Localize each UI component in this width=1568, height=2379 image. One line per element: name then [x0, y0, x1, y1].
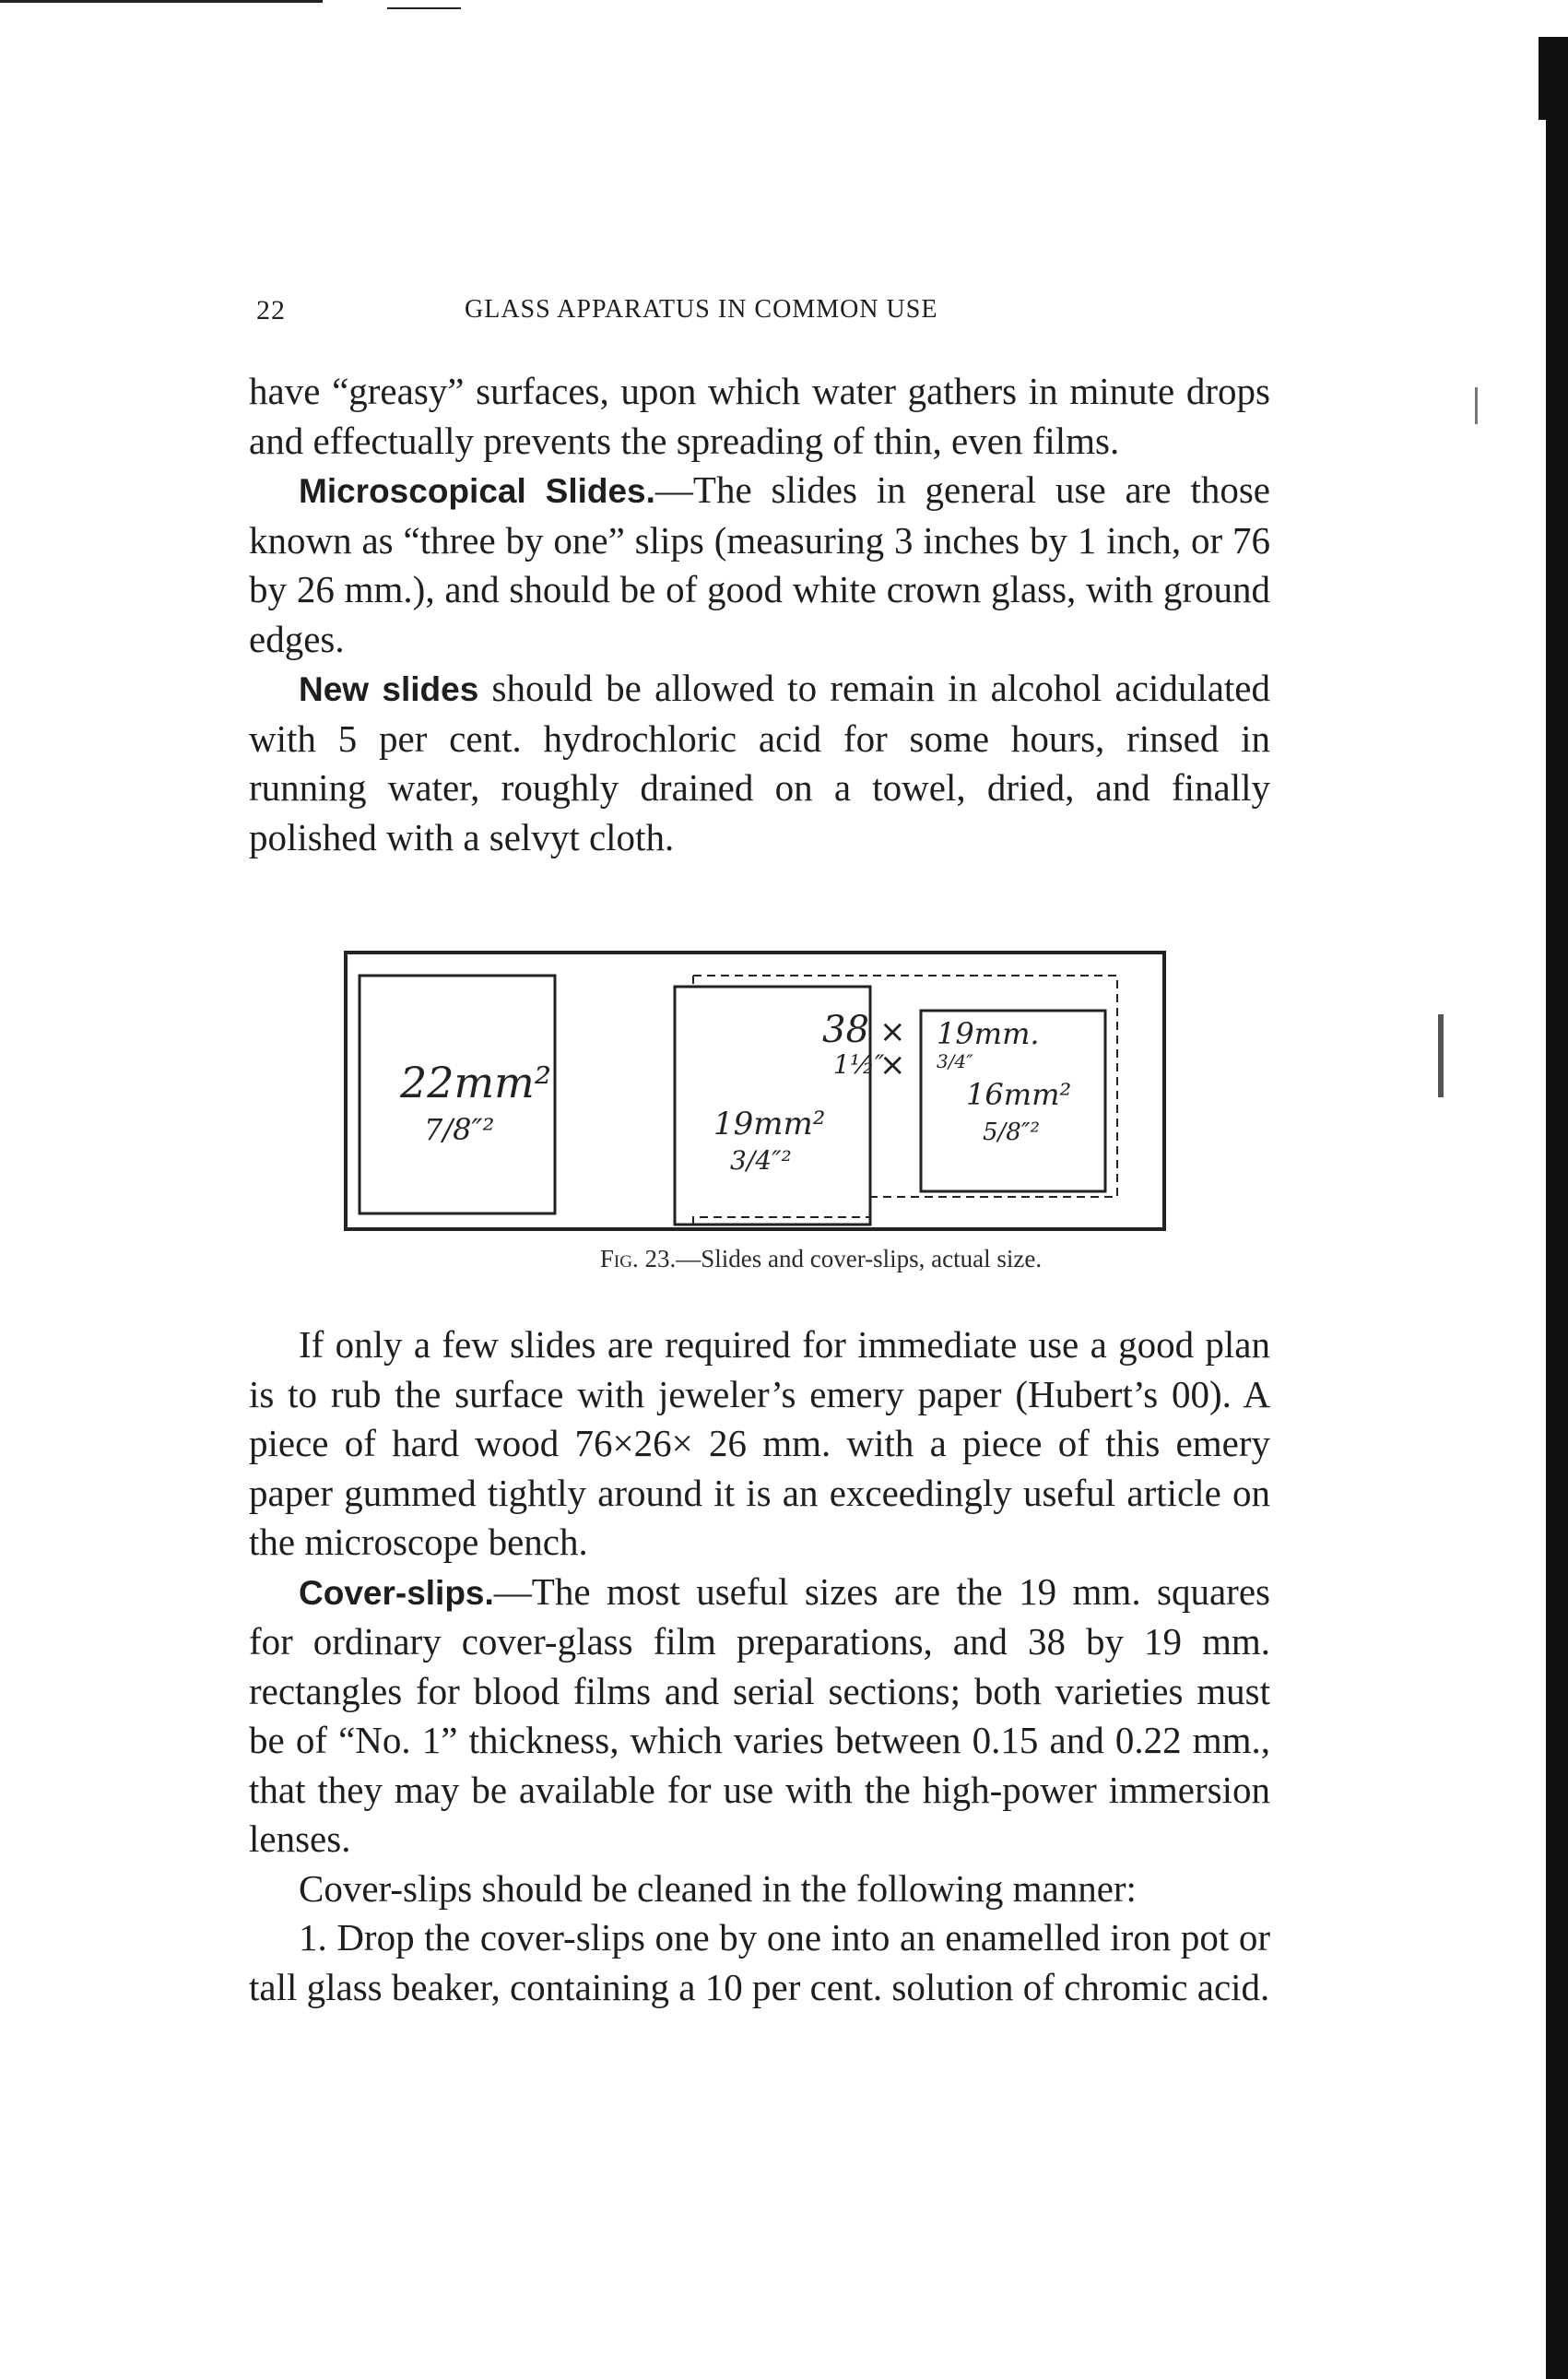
page-edge-shadow-top	[1539, 37, 1568, 120]
label-3-4in-side: 3/4″	[937, 1050, 973, 1072]
section-heading: Microscopical Slides.	[299, 472, 655, 510]
section-heading: New slides	[299, 670, 479, 708]
caption-text: —Slides and cover-slips, actual size.	[676, 1245, 1043, 1272]
label-3-4in: 3/4″²	[730, 1145, 792, 1176]
edge-speck	[1475, 387, 1478, 424]
paragraph-cover-slips	[249, 1568, 1270, 1864]
times-sign: ×	[879, 1047, 906, 1083]
running-head	[256, 295, 1086, 332]
paragraph-microscopical-slides	[249, 466, 1270, 664]
figure-caption	[0, 1245, 1568, 1273]
label-5-8in: 5/8″²	[983, 1118, 1040, 1146]
caption-lead: Fig. 23.	[599, 1245, 677, 1272]
page-number: 22	[256, 295, 286, 325]
top-rule-short	[387, 7, 461, 9]
paragraph-emery: If only a few slides are required for immediate use a good plan is to rub the surface with jeweler’s emery paper (Hubert’s 00). A piece of hard wood 76×26× 26 mm. with a piece of this emery paper gummed tightly around it is an exceedingly useful article on the microscope bench.	[249, 1323, 1270, 1563]
edge-speck	[1438, 1014, 1444, 1097]
list-item-step-1: 1. Drop the cover-slips one by one into an enamelled iron pot or tall glass beaker, containing a 10 per cent. solution of chromic acid.	[249, 1916, 1270, 2008]
paragraph-body: should be allowed to remain in alcohol acidulated with 5 per cent. hydrochloric acid for some hours, rinsed in running water, roughly drained on a towel, dried, and finally polished with a selvyt cloth.	[249, 667, 1270, 858]
label-38: 38	[822, 1009, 869, 1051]
paragraph: have “greasy” surfaces, upon which water gathers in minute drops and effectually prevents the spreading of thin, even films.	[249, 370, 1270, 462]
paragraph-cleaning: Cover-slips should be cleaned in the following manner:	[299, 1866, 1137, 1910]
label-16mm: 16mm²	[966, 1077, 1072, 1112]
times-sign: ×	[879, 1013, 906, 1050]
paragraph-body: —The slides in general use are those known as “three by one” slips (measuring 3 inches by 1 inch, or 76 by 26 mm.), and should be of good white crown glass, with ground edges.	[249, 468, 1270, 660]
section-heading: Cover-slips.	[299, 1573, 494, 1612]
running-title: GLASS APPARATUS IN COMMON USE	[465, 295, 938, 324]
figure-drawing	[343, 950, 1171, 1237]
text-block-bottom	[249, 1320, 1270, 2012]
label-22mm: 22mm²	[400, 1058, 552, 1107]
label-19mm: 19mm²	[713, 1106, 826, 1142]
paragraph-body: —The most useful sizes are the 19 mm. squares for ordinary cover-glass film preparations, and 38 by 19 mm. rectangles for blood films and serial sections; both varieties must be of “No. 1” thickness, which varies between 0.15 and 0.22 mm., that they may be available for use with the high-power immersion lenses.	[249, 1569, 1270, 1860]
text-block-top	[249, 367, 1270, 862]
paragraph-new-slides	[249, 664, 1270, 862]
page-edge-shadow	[1546, 37, 1568, 2379]
figure-slides-cover-slips	[343, 950, 1171, 1237]
label-19mm-side: 19mm.	[937, 1016, 1040, 1051]
top-rule	[0, 0, 323, 3]
label-1-5in: 1½″	[833, 1049, 885, 1080]
label-7-8in: 7/8″²	[424, 1112, 495, 1147]
